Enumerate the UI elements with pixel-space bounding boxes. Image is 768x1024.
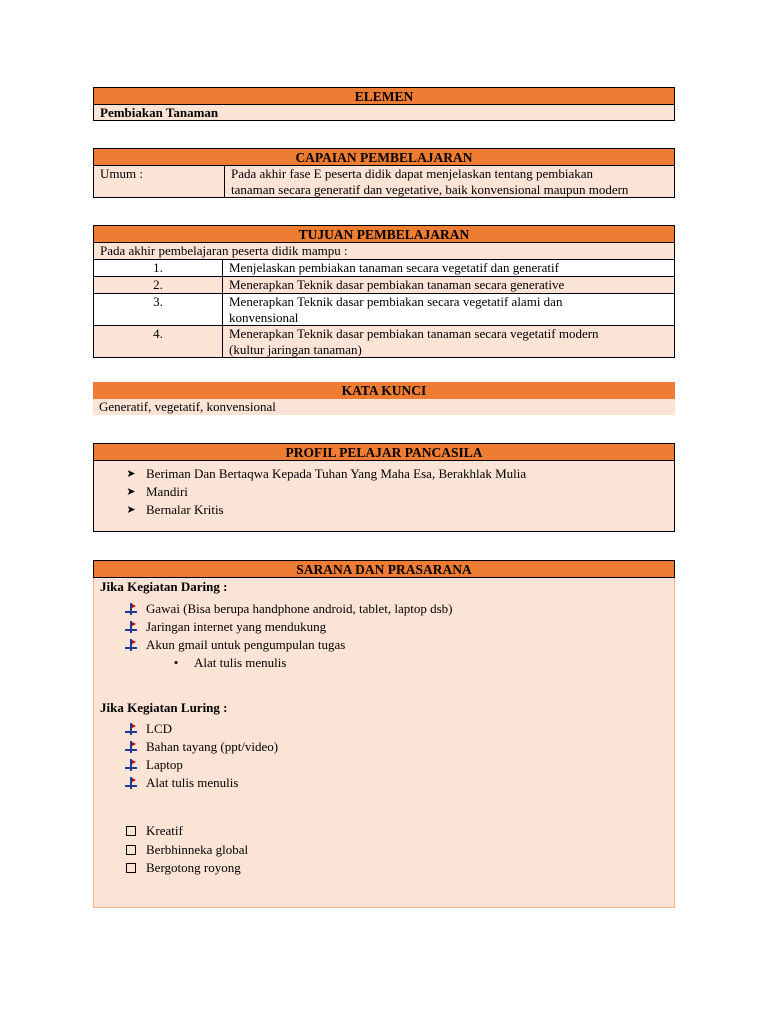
list-item: ➤ Bernalar Kritis <box>94 501 674 519</box>
profil-section <box>93 443 675 532</box>
sarana-section <box>93 560 675 908</box>
tujuan-intro: Pada akhir pembelajaran peserta didik mampu : <box>100 243 348 258</box>
flag-bullet-icon <box>125 603 137 615</box>
elemen-header: ELEMEN <box>93 87 675 105</box>
tujuan-text-cont: konvensional <box>229 309 299 325</box>
tujuan-text: Menerapkan Teknik dasar pembiakan secara vegetatif alami dan <box>229 294 563 309</box>
profil-header: PROFIL PELAJAR PANCASILA <box>93 443 675 461</box>
tujuan-text: Menerapkan Teknik dasar pembiakan tanaman secara vegetatif modern <box>229 326 599 341</box>
sarana-body <box>93 578 675 908</box>
flag-bullet-icon <box>125 639 137 651</box>
list-item: Berbhinneka global <box>94 841 674 860</box>
list-item: • Alat tulis menulis <box>94 654 674 672</box>
kata-kunci-body <box>93 399 675 415</box>
capaian-body <box>93 166 675 198</box>
list-item: Akun gmail untuk pengumpulan tugas <box>94 636 674 654</box>
capaian-section <box>93 148 675 198</box>
dot-bullet-icon: • <box>173 654 179 670</box>
tujuan-text: Menerapkan Teknik dasar pembiakan tanaman secara generative <box>229 277 565 292</box>
list-item: Laptop <box>94 756 674 774</box>
flag-bullet-icon <box>125 759 137 771</box>
list-item: ➤ Beriman Dan Bertaqwa Kepada Tuhan Yang Maha Esa, Berakhlak Mulia <box>94 465 674 483</box>
capaian-text-line2: tanaman secara generatif dan vegetative, baik konvensional maupun modern <box>231 181 629 197</box>
tujuan-row <box>94 326 674 357</box>
flag-bullet-icon <box>125 621 137 633</box>
arrow-bullet-icon: ➤ <box>126 485 136 498</box>
sarana-header: SARANA DAN PRASARANA <box>93 560 675 578</box>
kata-kunci-value: Generatif, vegetatif, konvensional <box>99 399 276 414</box>
tujuan-row <box>94 277 674 294</box>
kata-kunci-section <box>93 382 675 415</box>
list-item: ➤ Mandiri <box>94 483 674 501</box>
list-item: LCD <box>94 720 674 738</box>
arrow-bullet-icon: ➤ <box>126 503 136 516</box>
capaian-label: Umum : <box>100 166 143 181</box>
daring-title: Jika Kegiatan Daring : <box>100 579 228 594</box>
capaian-text-line1: Pada akhir fase E peserta didik dapat menjelaskan tentang pembiakan <box>231 166 594 181</box>
tujuan-header: TUJUAN PEMBELAJARAN <box>93 225 675 243</box>
checkbox-bullet-icon <box>124 859 138 879</box>
list-item: Alat tulis menulis <box>94 774 674 792</box>
list-item: Jaringan internet yang mendukung <box>94 618 674 636</box>
profil-body <box>93 461 675 532</box>
flag-bullet-icon <box>125 741 137 753</box>
tujuan-text-cont: (kultur jaringan tanaman) <box>229 341 362 357</box>
tujuan-num: 3. <box>94 294 223 325</box>
tujuan-num: 4. <box>94 326 223 357</box>
list-item: Gawai (Bisa berupa handphone android, tablet, laptop dsb) <box>94 600 674 618</box>
kata-kunci-header: KATA KUNCI <box>93 382 675 399</box>
elemen-value: Pembiakan Tanaman <box>100 105 219 120</box>
checkbox-bullet-icon <box>124 822 138 842</box>
list-item: Kreatif <box>94 822 674 841</box>
tujuan-section <box>93 225 675 358</box>
flag-bullet-icon <box>125 777 137 789</box>
checkbox-bullet-icon <box>124 841 138 861</box>
tujuan-row <box>94 294 674 326</box>
arrow-bullet-icon: ➤ <box>126 467 136 480</box>
elemen-section <box>93 87 675 121</box>
capaian-header: CAPAIAN PEMBELAJARAN <box>93 148 675 166</box>
tujuan-body <box>93 243 675 358</box>
elemen-body <box>93 105 675 121</box>
tujuan-row <box>94 260 674 277</box>
list-item: Bahan tayang (ppt/video) <box>94 738 674 756</box>
luring-title: Jika Kegiatan Luring : <box>100 699 228 715</box>
tujuan-num: 1. <box>94 260 223 276</box>
list-item: Bergotong royong <box>94 859 674 878</box>
tujuan-num: 2. <box>94 277 223 293</box>
flag-bullet-icon <box>125 723 137 735</box>
tujuan-text: Menjelaskan pembiakan tanaman secara vegetatif dan generatif <box>229 260 559 275</box>
